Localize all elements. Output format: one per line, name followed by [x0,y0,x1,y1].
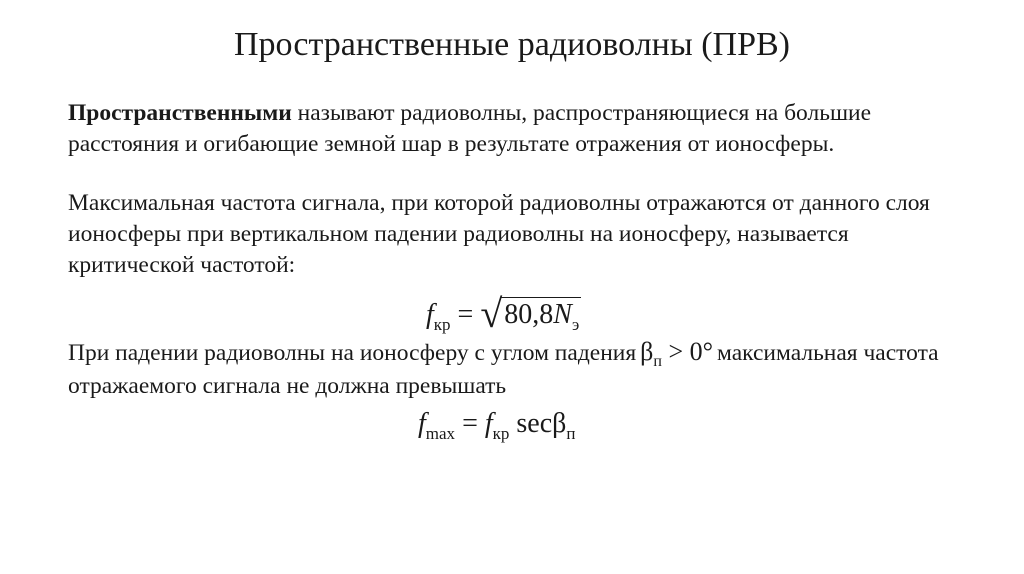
incidence-text-after: максимальная частота отражаемого сигнала не должна превышать [68,340,939,399]
slide-title: Пространственные радиоволны (ПРВ) [233,26,791,63]
incidence-angle-paragraph [68,336,968,402]
formula2-arg-subscript: п [566,424,576,443]
formula2-lhs-symbol: f [418,408,426,439]
radicand-number: 80,8 [504,299,554,330]
radical-sign: √ [480,291,503,336]
formula2-lhs-subscript: max [425,424,456,443]
formula2-rhs-symbol: f [484,408,493,439]
incidence-angle-subscript: п [653,353,662,370]
incidence-angle-symbol: β [640,337,654,366]
formula2-rhs-subscript: кр [492,424,510,443]
definition-paragraph [68,98,968,160]
formula2-equals: = [462,408,478,439]
critical-frequency-paragraph: Максимальная частота сигнала, при которой радиоволны отражаются от данного слоя ионосферы при вертикальном падении радиоволны на ионосферу, называется критической частотой: [68,190,930,278]
incidence-angle-condition: > 0° [661,337,714,366]
radicand-symbol: N [553,299,572,330]
incidence-angle-math [636,337,717,370]
radicand-subscript: э [571,315,580,334]
formula1-equals: = [457,299,474,330]
incidence-text-before: При падении радиоволны на ионосферу с углом падения [68,340,637,366]
definition-term: Пространственными [68,100,292,126]
radicand [500,297,581,335]
formula1-lhs-subscript: кр [433,315,451,334]
square-root [480,286,581,335]
formula1-lhs-symbol: f [426,299,434,330]
definition-text: называют радиоволны, распространяющиеся на большие расстояния и огибающие земной шар в результате отражения от ионосферы. [68,100,872,157]
formula2-arg-symbol: β [552,408,567,439]
max-frequency-formula [418,408,576,443]
critical-frequency-formula [426,286,581,335]
formula2-function: sec [516,408,553,439]
